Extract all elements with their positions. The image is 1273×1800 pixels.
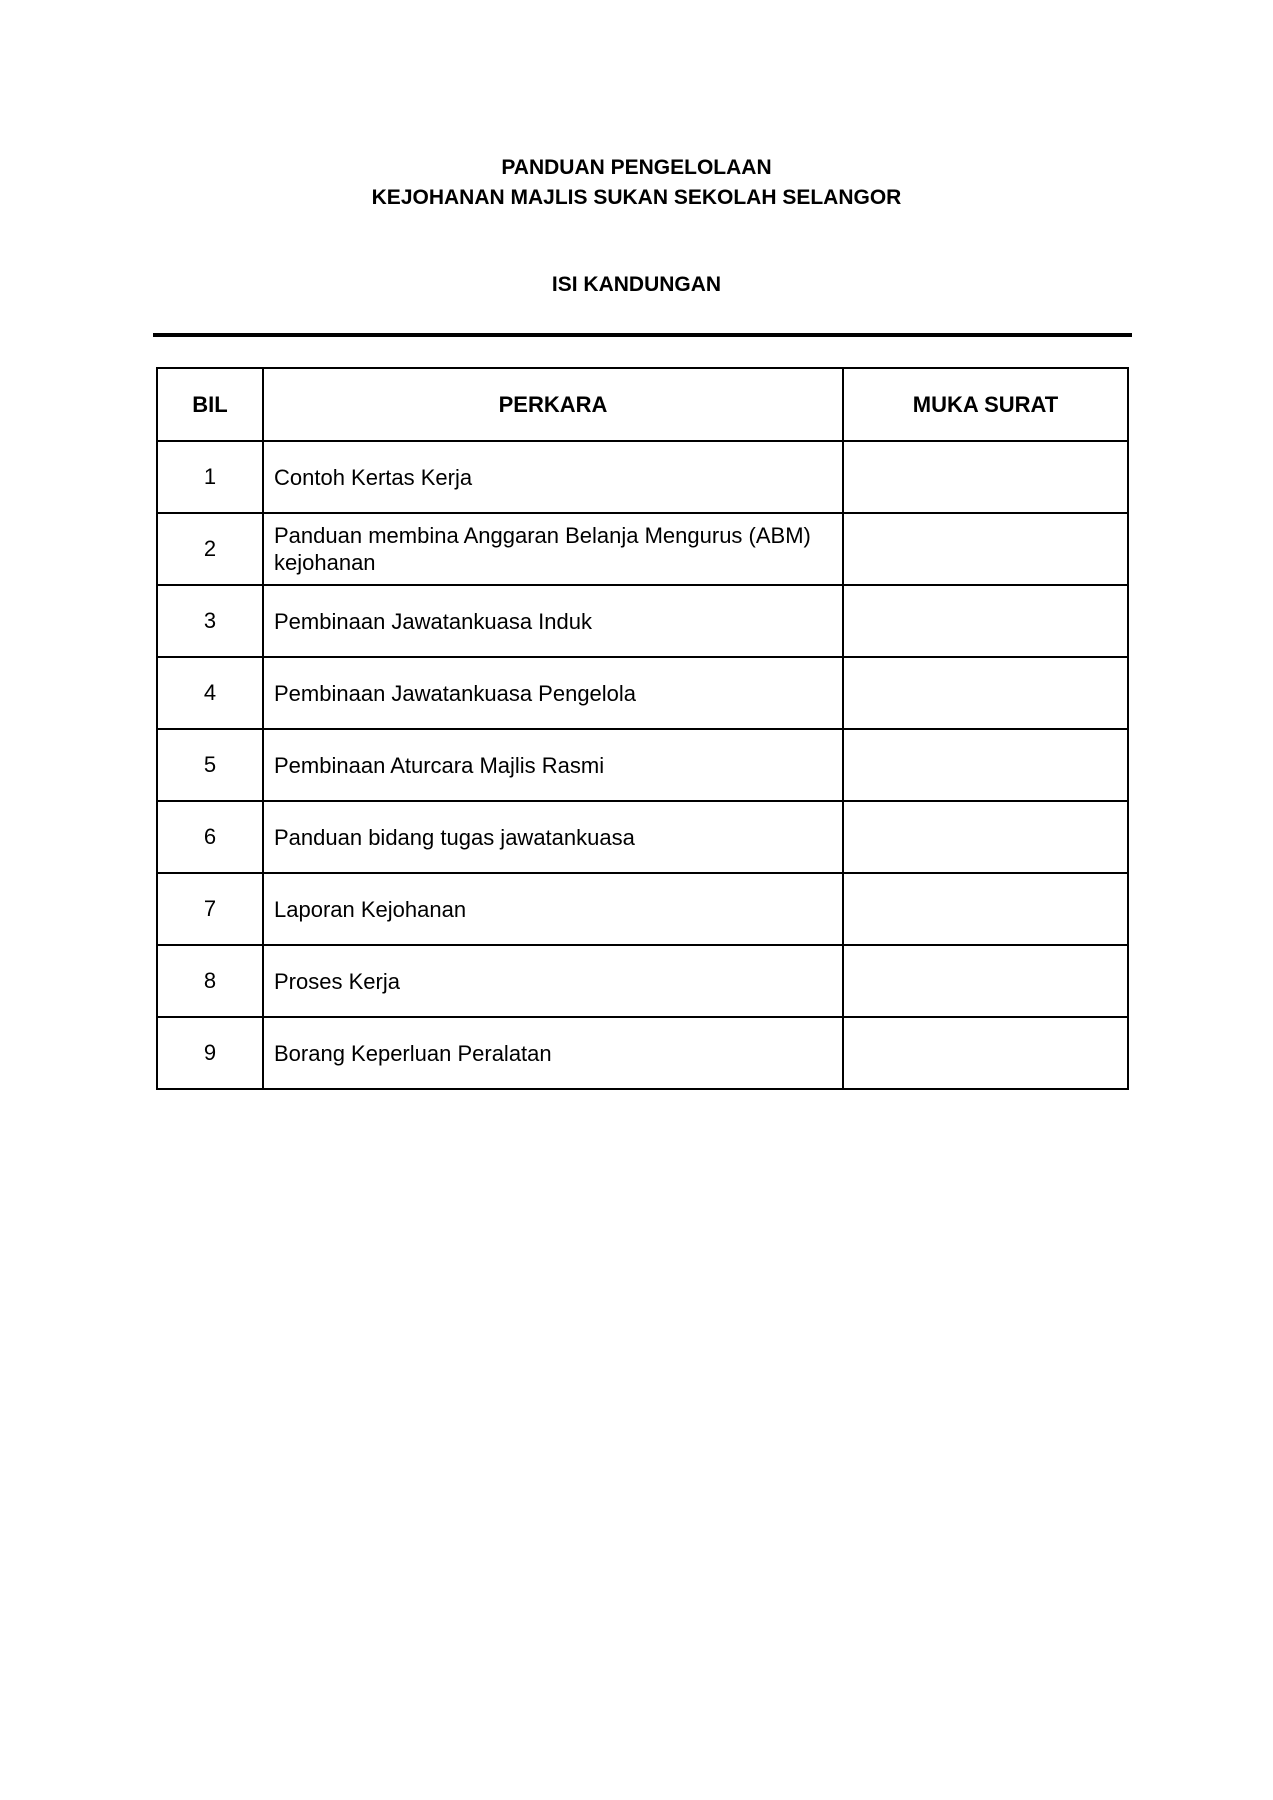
row-number: 1: [157, 441, 263, 513]
table-row: [157, 945, 1128, 1017]
row-page: [843, 1017, 1128, 1089]
row-page: [843, 945, 1128, 1017]
row-page: [843, 441, 1128, 513]
table-row: [157, 441, 1128, 513]
table-row: [157, 873, 1128, 945]
row-page: [843, 657, 1128, 729]
table-row: [157, 585, 1128, 657]
row-item: Contoh Kertas Kerja: [263, 441, 843, 513]
table-row: [157, 801, 1128, 873]
column-header-bil: BIL: [157, 368, 263, 441]
row-number: 2: [157, 513, 263, 585]
row-number: 4: [157, 657, 263, 729]
row-item: Pembinaan Jawatankuasa Pengelola: [263, 657, 843, 729]
row-page: [843, 585, 1128, 657]
row-item: Panduan membina Anggaran Belanja Mengurus (ABM) kejohanan: [263, 513, 843, 585]
table-row: [157, 657, 1128, 729]
row-number: 7: [157, 873, 263, 945]
table-row: [157, 513, 1128, 585]
document-title: PANDUAN PENGELOLAAN: [501, 156, 772, 179]
row-page: [843, 513, 1128, 585]
row-number: 9: [157, 1017, 263, 1089]
row-item: Pembinaan Jawatankuasa Induk: [263, 585, 843, 657]
row-item: Panduan bidang tugas jawatankuasa: [263, 801, 843, 873]
row-item: Laporan Kejohanan: [263, 873, 843, 945]
section-heading: ISI KANDUNGAN: [551, 273, 722, 296]
table-row: [157, 1017, 1128, 1089]
row-item: Pembinaan Aturcara Majlis Rasmi: [263, 729, 843, 801]
row-number: 3: [157, 585, 263, 657]
table-row: [157, 729, 1128, 801]
row-number: 5: [157, 729, 263, 801]
row-number: 6: [157, 801, 263, 873]
row-item: Proses Kerja: [263, 945, 843, 1017]
column-header-muka-surat: MUKA SURAT: [843, 368, 1128, 441]
document-subtitle: KEJOHANAN MAJLIS SUKAN SEKOLAH SELANGOR: [371, 186, 902, 209]
contents-table: [156, 367, 1129, 1090]
row-page: [843, 801, 1128, 873]
row-page: [843, 873, 1128, 945]
row-page: [843, 729, 1128, 801]
row-number: 8: [157, 945, 263, 1017]
row-item: Borang Keperluan Peralatan: [263, 1017, 843, 1089]
table-header-row: [157, 368, 1128, 441]
column-header-perkara: PERKARA: [263, 368, 843, 441]
divider: [153, 333, 1132, 337]
